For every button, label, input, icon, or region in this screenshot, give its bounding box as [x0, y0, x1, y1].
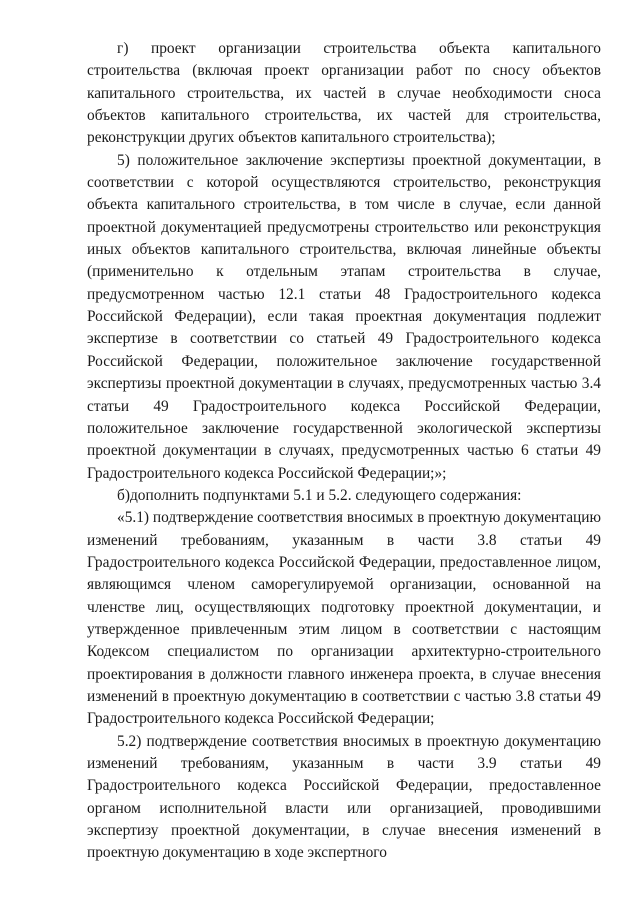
paragraph-item-5-1: «5.1) подтверждение соответствия вносимых в проектную документацию изменений требованиям, указанным в части 3.8 статьи 49 Градостроительного кодекса Российской Федерации, предоставленное лицом, являющимся членом саморегулируемой организации, основанной на членстве лиц, осуществляющих подготовку проектной документации, и утвержденное привлеченным этим лицом в соответствии с настоящим Кодексом специалистом по организации архитектурно-строительного проектирования в должности главного инженера проекта, в случае внесения изменений в проектную документацию в соответствии с частью 3.8 статьи 49 Градостроительного кодекса Российской Федерации; [87, 509, 601, 728]
paragraph-item-5: 5) положительное заключение экспертизы проектной документации, в соответствии с которой осуществляются строительство, реконструкция объекта капитального строительства, в том числе в случае, если данной проектной документацией предусмотрены строительство или реконструкция иных объектов капитального строительства, включая линейные объекты (применительно к отдельным этапам строительства в случае, предусмотренном частью 12.1 статьи 48 Градостроительного кодекса Российской Федерации), если такая проектная документация подлежит экспертизе в соответствии со статьей 49 Градостроительного кодекса Российской Федерации, положительное заключение государственной экспертизы проектной документации в случаях, предусмотренных частью 3.4 статьи 49 Градостроительного кодекса Российской Федерации, положительное заключение государственной экологической экспертизы проектной документации в случаях, предусмотренных частью 6 статьи 49 Градостроительного кодекса Российской Федерации;»; [87, 151, 601, 482]
paragraph-item-5-2: 5.2) подтверждение соответствия вносимых в проектную документацию изменений требованиям, указанным в части 3.9 статьи 49 Градостроительного кодекса Российской Федерации, предоставленное органом исполнительной власти или организацией, проводившими экспертизу проектной документации, в случае внесения изменений в проектную документацию в ходе экспертного [87, 732, 601, 862]
document-body [87, 38, 601, 865]
paragraph-item-b: б)дополнить подпунктами 5.1 и 5.2. следующего содержания: [117, 486, 522, 504]
paragraph-item-g: г) проект организации строительства объекта капитального строительства (включая проект организации работ по сносу объектов капитального строительства, их частей в случае необходимости сноса объектов капитального строительства, их частей для строительства, реконструкции других объектов капитального строительства); [87, 40, 601, 147]
